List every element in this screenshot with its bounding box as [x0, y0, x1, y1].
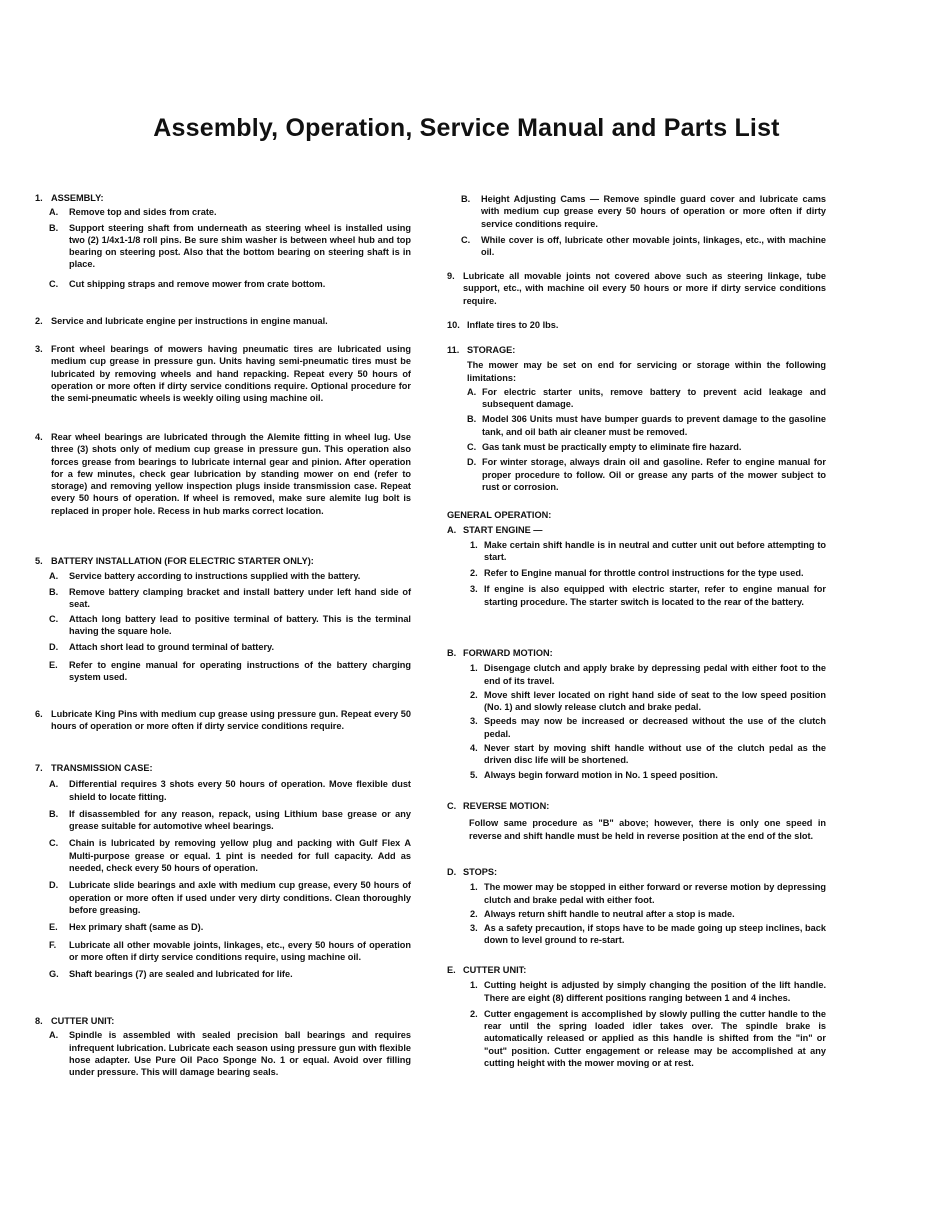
section-front-wheel-bearings	[35, 343, 411, 404]
item-text: Chain is lubricated by removing yellow plug and packing with Gulf Flex A Multi-purpose grease or equal. 1 pint is needed for full capacity. Add as needed, check every 50 hours of operation.	[69, 838, 411, 874]
step-number: 3.	[470, 584, 478, 595]
section-tires	[447, 319, 826, 331]
item-text: Refer to engine manual for operating instructions of the battery charging system used.	[69, 660, 411, 683]
step-text: Always return shift handle to neutral after a stop is made.	[484, 908, 735, 919]
subsection-heading: REVERSE MOTION:	[463, 801, 550, 811]
item-text: Lubricate slide bearings and axle with medium cup grease, every 50 hours of operation or more often if used under very dirty conditions. Clean thoroughly before greasing.	[69, 880, 411, 915]
section-heading: BATTERY INSTALLATION (FOR ELECTRIC STARTER ONLY):	[51, 556, 314, 566]
item-text: Lubricate all other movable joints, linkages, etc., every 50 hours of operation or more often if dirty service conditions require, using machine oil.	[69, 939, 411, 962]
item-letter: A.	[49, 207, 59, 218]
section-text: Lubricate all movable joints not covered above such as steering linkage, tube support, etc., with machine oil every 50 hours or more if dirty service conditions require.	[463, 271, 826, 306]
step-text: As a safety precaution, if stops have to be made going up steep inclines, back down to level ground to re-start.	[484, 923, 826, 946]
subsection-letter: D.	[447, 867, 457, 877]
section-text: Rear wheel bearings are lubricated through the Alemite fitting in wheel lug. Use three (3) shots only of medium cup grease in pressure gun. This operation also forces grease from bearings to lubricate internal gear and pinion. After operation for a few minutes, check gear lubrication by standing mower on end (refer to storage) and removing yellow inspection plugs inside transmission case. Repeat every 50 hours of operation. If wheel is removed, make sure alemite lug bolt is replaced in proper hole. Recess in hub marks correct location.	[51, 432, 411, 516]
section-number: 1.	[35, 193, 43, 203]
item-letter: B.	[461, 194, 471, 204]
step-text: Cutting height is adjusted by simply changing the position of the lift handle. There are eight (8) different positions ranging between 1 and 4 inches.	[484, 980, 826, 1003]
section-engine-service	[35, 315, 411, 327]
step-text: Move shift lever located on right hand side of seat to the low speed position (No. 1) and slowly release clutch and brake pedal.	[484, 689, 826, 713]
section-heading: STORAGE:	[467, 345, 516, 355]
section-cutter-unit	[35, 1015, 411, 1078]
section-number: 2.	[35, 316, 43, 326]
step-text: Speeds may now be increased or decreased without the use of the clutch pedal.	[484, 716, 826, 739]
reverse-motion-text: Follow same procedure as "B" above; however, there is only one speed in reverse and shift handle must be held in reverse position at the end of the slot.	[469, 818, 826, 841]
item-text: While cover is off, lubricate other movable joints, linkages, etc., with machine oil.	[481, 234, 826, 258]
item-letter: C.	[49, 614, 59, 625]
section-rear-wheel-bearings	[35, 431, 411, 517]
subsection-stops	[447, 866, 826, 947]
subsection-letter: A.	[447, 525, 457, 536]
item-text: Attach short lead to ground terminal of battery.	[69, 641, 275, 652]
item-letter: B.	[49, 808, 59, 819]
step-text: If engine is also equipped with electric starter, refer to engine manual for starting procedure. The starter switch is located to the rear of the battery.	[484, 584, 826, 607]
item-text: Cut shipping straps and remove mower from crate bottom.	[69, 278, 326, 289]
item-letter: B.	[49, 586, 59, 597]
step-number: 2.	[470, 908, 478, 919]
step-text: The mower may be stopped in either forward or reverse motion by depressing clutch and brake pedal with either foot.	[484, 882, 826, 905]
item-text: For electric starter units, remove battery to prevent acid leakage and subsequent damage.	[482, 386, 826, 410]
item-text: Hex primary shaft (same as D).	[69, 922, 204, 933]
item-letter: G.	[49, 969, 59, 980]
general-operation-heading: GENERAL OPERATION:	[447, 510, 552, 520]
subsection-heading: STOPS:	[463, 867, 498, 877]
section-heading: ASSEMBLY:	[51, 193, 104, 203]
item-letter: E.	[49, 660, 58, 671]
section-number: 4.	[35, 432, 43, 442]
item-text: Differential requires 3 shots every 50 hours of operation. Move flexible dust shield to locate fitting.	[69, 779, 411, 802]
section-number: 11.	[447, 345, 460, 355]
step-number: 1.	[470, 980, 478, 991]
subsection-heading: FORWARD MOTION:	[463, 648, 553, 658]
item-text: Support steering shaft from underneath as steering wheel is installed using two (2) 1/4x1-1/8 roll pins. Be sure shim washer is between wheel hub and top bearing on steering post. Also that the bottom bearing on steering shaft is in place.	[69, 222, 411, 270]
section-text: Front wheel bearings of mowers having pneumatic tires are lubricated using medium cup grease in pressure gun. Units having semi-pneumatic tires must be lubricated by removing wheels and hand repacking. Repeat every 50 hours of operation or more often if dirty service conditions require. Optional procedure for the semi-pneumatic wheels is weekly oiling using machine oil.	[51, 344, 411, 404]
item-text: Service battery according to instructions supplied with the battery.	[69, 571, 361, 582]
section-number: 7.	[35, 763, 43, 773]
step-number: 2.	[470, 1008, 478, 1019]
section-number: 3.	[35, 344, 43, 354]
step-text: Make certain shift handle is in neutral and cutter unit out before attempting to start.	[484, 539, 826, 562]
item-letter: C.	[49, 838, 59, 849]
item-text: Model 306 Units must have bumper guards to prevent damage to the gasoline tank, and oil bath air cleaner must be removed.	[482, 414, 826, 437]
section-cutter-unit-continued	[447, 193, 826, 258]
section-heading: TRANSMISSION CASE:	[51, 763, 153, 773]
subsection-reverse-motion	[447, 800, 826, 842]
item-letter: C.	[467, 442, 477, 453]
storage-intro: The mower may be set on end for servicing or storage within the following limitations:	[467, 360, 826, 383]
subsection-letter: C.	[447, 801, 457, 811]
section-text: Lubricate King Pins with medium cup grease using pressure gun. Repeat every 50 hours of operation or more often if dirty service conditions require.	[51, 709, 411, 732]
subsection-cutter-unit	[447, 964, 826, 1069]
step-number: 3.	[470, 923, 478, 934]
item-text: Remove battery clamping bracket and install battery under left hand side of seat.	[69, 586, 411, 609]
item-letter: B.	[467, 414, 477, 425]
step-text: Cutter engagement is accomplished by slowly pulling the cutter handle to the rear until the spring loaded idler takes over. The spindle brake is automatically released or applied as this handle is shifted from the "in" or "out" position. Cutter engagement or release may be accomplished at any cutting height with the mower moving or at rest.	[484, 1008, 826, 1069]
step-number: 2.	[470, 689, 478, 700]
step-number: 3.	[470, 716, 478, 727]
section-number: 10.	[447, 320, 460, 330]
subsection-letter: E.	[447, 965, 456, 975]
section-storage	[447, 344, 826, 493]
item-text: For winter storage, always drain oil and gasoline. Refer to engine manual for proper procedure to follow. Oil or grease any parts of the mower subject to rust or corrosion.	[482, 457, 826, 492]
step-number: 4.	[470, 743, 478, 754]
section-assembly	[35, 192, 411, 290]
subsection-heading: CUTTER UNIT:	[463, 965, 527, 975]
section-text: Inflate tires to 20 lbs.	[467, 320, 559, 330]
item-text: Attach long battery lead to positive terminal of battery. This is the terminal having the square hole.	[69, 614, 411, 637]
step-number: 1.	[470, 882, 478, 893]
step-number: 1.	[470, 663, 478, 674]
item-letter: A.	[49, 571, 59, 582]
item-text: If disassembled for any reason, repack, using Lithium base grease or any grease suitable for automotive wheel bearings.	[69, 808, 411, 832]
section-king-pins	[35, 708, 411, 733]
section-movable-joints	[447, 270, 826, 307]
item-letter: F.	[49, 939, 57, 950]
subsection-forward-motion	[447, 647, 826, 781]
step-number: 2.	[470, 568, 478, 579]
section-text: Service and lubricate engine per instructions in engine manual.	[51, 316, 328, 326]
section-number: 5.	[35, 556, 43, 566]
item-text: Remove top and sides from crate.	[69, 207, 217, 218]
step-text: Disengage clutch and apply brake by depressing pedal with either foot to the end of its travel.	[484, 663, 826, 686]
item-text: Shaft bearings (7) are sealed and lubricated for life.	[69, 969, 293, 980]
item-letter: B.	[49, 222, 59, 233]
item-text: Gas tank must be practically empty to eliminate fire hazard.	[482, 442, 742, 453]
section-heading: CUTTER UNIT:	[51, 1016, 115, 1026]
section-general-operation	[447, 509, 826, 608]
section-number: 8.	[35, 1016, 43, 1026]
item-letter: A.	[49, 779, 59, 790]
section-number: 9.	[447, 271, 455, 281]
subsection-heading: START ENGINE —	[463, 525, 543, 536]
item-letter: C.	[49, 278, 59, 289]
page-title: Assembly, Operation, Service Manual and Parts List	[153, 114, 780, 142]
item-letter: E.	[49, 922, 58, 933]
subsection-letter: B.	[447, 648, 457, 658]
item-letter: A.	[49, 1030, 59, 1041]
step-number: 1.	[470, 539, 478, 550]
section-transmission-case	[35, 762, 411, 980]
item-letter: D.	[49, 880, 59, 891]
item-letter: D.	[49, 641, 59, 652]
section-number: 6.	[35, 709, 43, 719]
item-letter: C.	[461, 234, 471, 245]
step-number: 5.	[470, 769, 478, 780]
item-text: Height Adjusting Cams — Remove spindle guard cover and lubricate cams with medium cup grease every 50 hours of operation or more often if dirty service conditions require.	[481, 194, 826, 229]
step-text: Always begin forward motion in No. 1 speed position.	[484, 769, 718, 780]
step-text: Refer to Engine manual for throttle control instructions for the type used.	[484, 568, 804, 579]
step-text: Never start by moving shift handle without use of the clutch pedal as the driven disc life will be shortened.	[484, 743, 826, 766]
item-letter: D.	[467, 457, 477, 468]
item-letter: A.	[467, 386, 477, 397]
item-text: Spindle is assembled with sealed precision ball bearings and requires infrequent lubrication. Lubricate each season using pressure gun with flexible hose adapter. Use Pure Oil Paco Sponge No. 1 or equal. Avoid over filling under pressure. This will damage bearing seals.	[69, 1030, 411, 1078]
section-battery-installation	[35, 555, 411, 684]
